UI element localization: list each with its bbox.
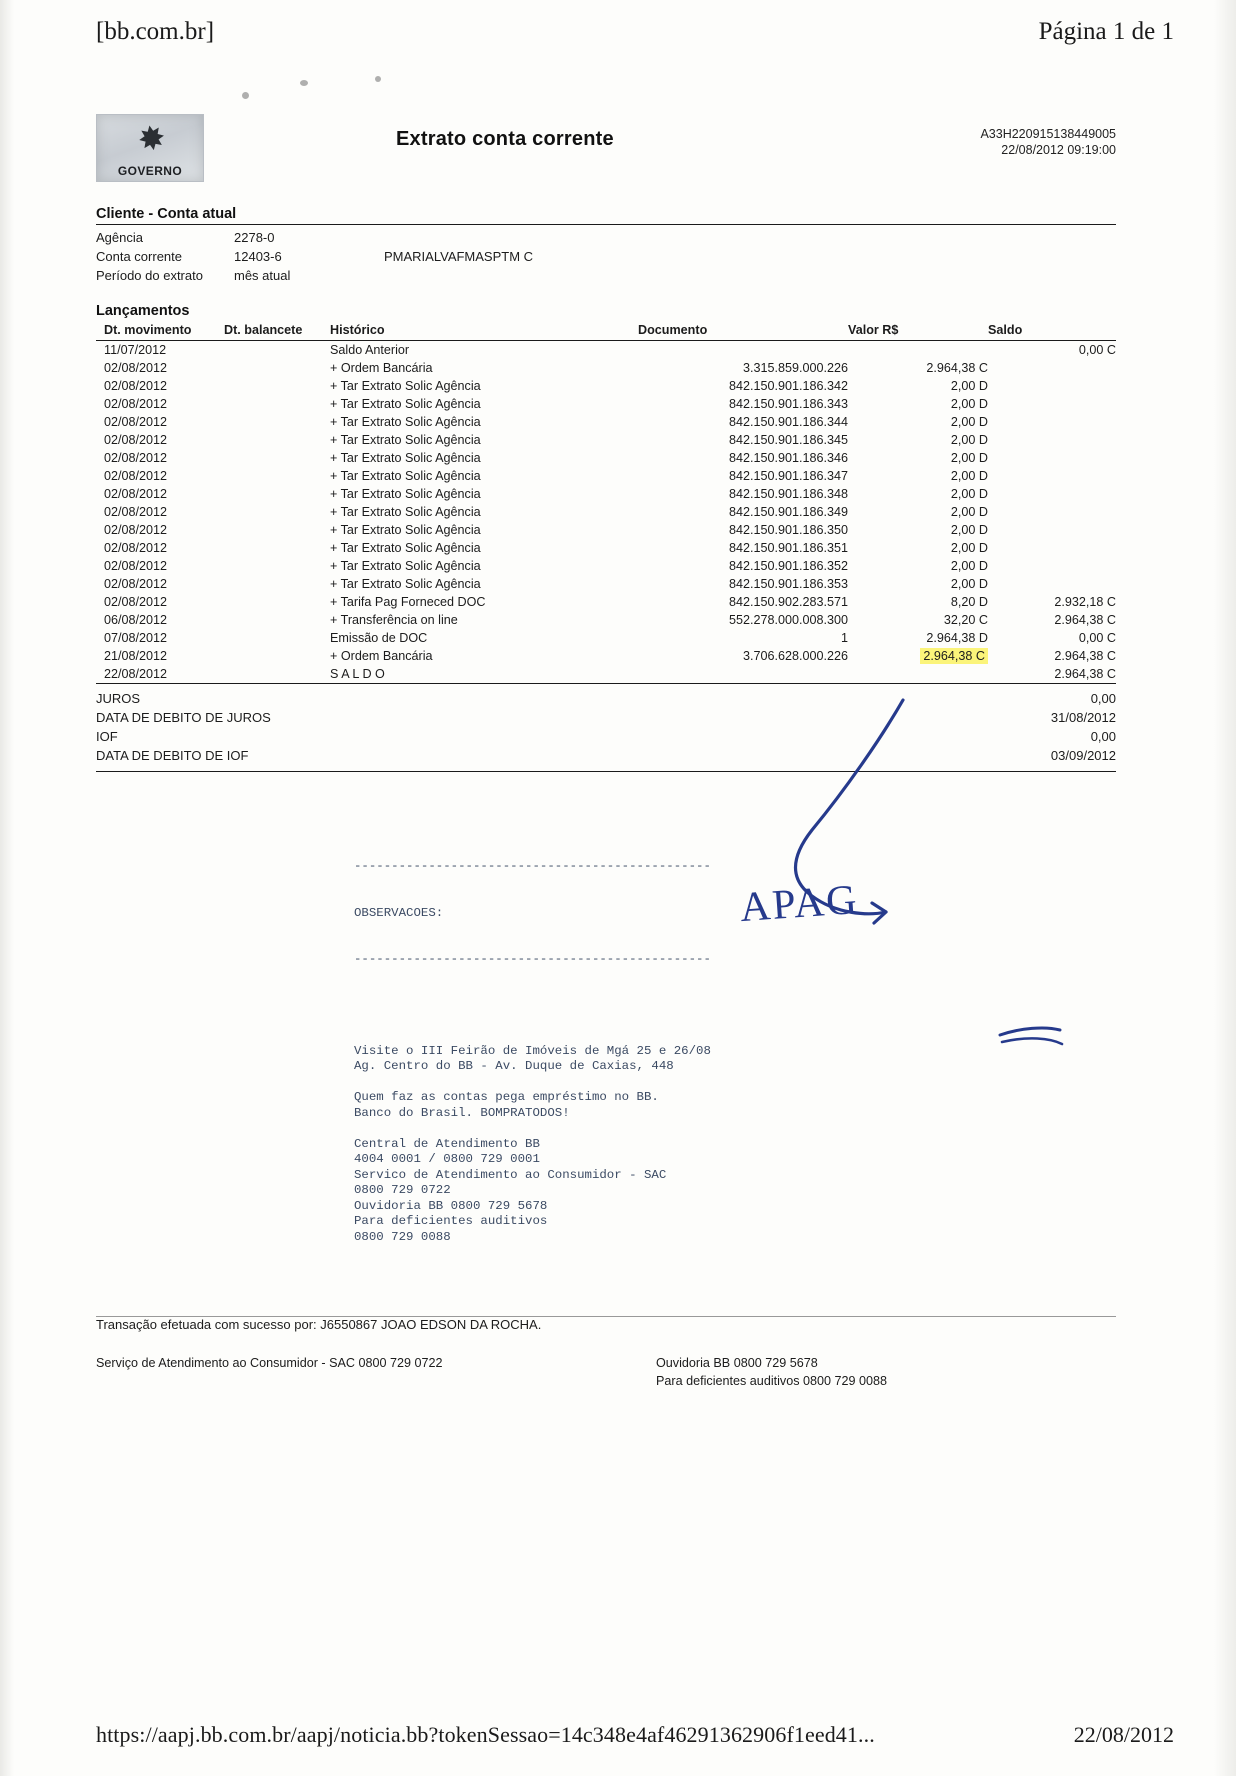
row-documento [638,665,848,683]
row-dt-balancete [224,395,324,413]
totals-value: 03/09/2012 [1050,748,1116,763]
print-footer-date: 22/08/2012 [1073,1722,1174,1747]
row-dt-balancete [224,557,324,575]
document-timestamp: 22/08/2012 09:19:00 [1001,143,1116,157]
row-historico: S A L D O [330,667,385,681]
totals-value: 0,00 [1090,729,1116,744]
row-valor [848,341,988,360]
client-row-label: Período do extrato [96,268,203,283]
client-row [96,266,1116,285]
table-row [96,467,1116,485]
print-header-page: Página 1 de 1 [1038,18,1174,45]
row-dt-balancete [224,467,324,485]
row-dt-movimento: 02/08/2012 [104,415,168,429]
row-documento: 842.150.901.186.345 [728,433,848,447]
logo-label: GOVERNO [117,164,183,178]
client-row-value: mês atual [234,268,291,283]
row-historico: + Tar Extrato Solic Agência [330,541,481,555]
row-historico: + Tar Extrato Solic Agência [330,559,481,573]
observacoes-line: Central de Atendimento BB [354,1136,540,1151]
row-documento: 842.150.901.186.349 [728,505,848,519]
row-dt-balancete [224,539,324,557]
row-historico: + Transferência on line [330,613,458,627]
row-dt-movimento: 21/08/2012 [104,649,168,663]
observacoes-line: Ag. Centro do BB - Av. Duque de Caxias, 448 [354,1059,674,1073]
row-historico: + Tar Extrato Solic Agência [330,415,481,429]
column-header-documento: Documento [638,321,848,341]
totals-value: 31/08/2012 [1050,710,1116,725]
row-valor: 2,00 D [950,451,988,465]
row-valor: 2,00 D [950,415,988,429]
row-historico: + Tar Extrato Solic Agência [330,433,481,447]
row-valor: 2.964,38 D [926,631,988,645]
scan-edge-right [1214,0,1236,1776]
column-header-dt-balancete: Dt. balancete [224,321,324,341]
row-valor: 2,00 D [950,379,988,393]
row-dt-balancete [224,593,324,611]
table-row [96,521,1116,539]
observacoes-blank-line [354,1075,1116,1091]
row-dt-movimento: 22/08/2012 [104,667,168,681]
table-row [96,485,1116,503]
row-documento: 842.150.901.186.353 [728,577,848,591]
observacoes-lines [354,1044,1116,1246]
print-footer-url: https://aapj.bb.com.br/aapj/noticia.bb?tokenSessao=14c348e4af46291362906f1eed41... [96,1722,875,1747]
row-saldo [988,503,1116,521]
row-valor: 8,20 D [950,595,988,609]
row-historico: + Tar Extrato Solic Agência [330,487,481,501]
row-valor: 32,20 C [943,613,988,627]
scan-speck [300,80,308,86]
transactions-body [96,341,1116,684]
client-row-value: 12403-6 [234,249,282,264]
row-valor: 2,00 D [950,505,988,519]
footer-sac-right [656,1354,887,1390]
column-header-saldo: Saldo [988,321,1116,341]
table-row [96,377,1116,395]
client-rows [96,225,1116,285]
observacoes-blank-line [354,1121,1116,1137]
observacoes-divider-bottom: ------------------------------------------------ [354,952,711,966]
row-dt-balancete [224,575,324,593]
observacoes-title: OBSERVACOES: [354,905,444,920]
print-header [96,18,1174,46]
row-dt-movimento: 02/08/2012 [104,397,168,411]
table-row [96,557,1116,575]
row-saldo [988,557,1116,575]
column-header-dt-movimento: Dt. movimento [96,321,224,341]
row-saldo: 0,00 C [1078,343,1116,357]
footer-ouvidoria: Ouvidoria BB 0800 729 5678 [656,1356,818,1370]
table-row [96,503,1116,521]
row-documento: 3.315.859.000.226 [742,361,848,375]
row-dt-balancete [224,629,324,647]
row-documento: 842.150.901.186.350 [728,523,848,537]
table-row [96,395,1116,413]
scan-edge-left [0,0,14,1776]
row-saldo [988,413,1116,431]
row-dt-movimento: 02/08/2012 [104,487,168,501]
table-row [96,359,1116,377]
observacoes-line: Ouvidoria BB 0800 729 5678 [354,1198,548,1213]
row-documento: 1 [840,631,848,645]
row-valor: 2,00 D [950,433,988,447]
totals-rule-top [96,683,1116,684]
row-historico: Saldo Anterior [330,343,410,357]
row-saldo [988,431,1116,449]
totals-value: 0,00 [1090,691,1116,706]
row-dt-balancete [224,377,324,395]
row-historico: + Tar Extrato Solic Agência [330,397,481,411]
row-documento [638,341,848,360]
observacoes-line: 0800 729 0088 [354,1229,451,1244]
row-saldo: 2.964,38 C [1054,649,1116,663]
table-row [96,341,1116,360]
row-documento: 842.150.901.186.344 [728,415,848,429]
row-saldo [988,485,1116,503]
footer-sac-left: Serviço de Atendimento ao Consumidor - SAC 0800 729 0722 [96,1356,443,1370]
row-historico: Emissão de DOC [330,631,428,645]
table-row [96,629,1116,647]
transactions-section-title: Lançamentos [96,303,190,319]
client-row-value: 2278-0 [234,230,275,245]
client-row [96,228,1116,247]
transactions-section [96,303,1116,683]
row-saldo [988,377,1116,395]
bank-logo [96,114,204,182]
observacoes-line: 0800 729 0722 [354,1183,451,1197]
row-historico: + Tar Extrato Solic Agência [330,469,481,483]
table-row [96,665,1116,683]
totals-row [96,708,1116,727]
statement-document [96,112,1116,1390]
row-saldo: 2.964,38 C [1054,667,1116,681]
table-row [96,539,1116,557]
observacoes-block [354,828,1116,1276]
page-title: Extrato conta corrente [396,128,614,150]
footer-deficientes: Para deficientes auditivos 0800 729 0088 [656,1374,888,1388]
row-dt-balancete [224,521,324,539]
table-row [96,593,1116,611]
row-dt-balancete [224,503,324,521]
row-valor [848,665,988,683]
client-section-title: Cliente - Conta atual [96,206,237,222]
totals-row [96,689,1116,708]
row-dt-balancete [224,647,324,665]
footer-contacts [96,1340,1116,1390]
scan-speck [242,92,249,99]
row-historico: + Ordem Bancária [330,649,433,663]
column-header-historico: Histórico [324,321,638,341]
row-dt-movimento: 02/08/2012 [104,505,168,519]
row-dt-balancete [224,359,324,377]
row-documento: 3.706.628.000.226 [742,649,848,663]
row-dt-balancete [224,449,324,467]
totals-section [96,683,1116,772]
transactions-table [96,321,1116,683]
row-dt-movimento: 02/08/2012 [104,595,168,609]
row-documento: 842.150.901.186.347 [728,469,848,483]
row-valor: 2,00 D [950,487,988,501]
observacoes-line: Servico de Atendimento ao Consumidor - SAC [354,1167,667,1182]
row-saldo: 0,00 C [1078,631,1116,645]
row-saldo [988,467,1116,485]
row-valor: 2,00 D [950,559,988,573]
totals-rule-bottom [96,771,1116,772]
observacoes-line: Banco do Brasil. BOMPRATODOS! [354,1105,570,1120]
table-row [96,449,1116,467]
observacoes-line: Quem faz as contas pega empréstimo no BB. [354,1090,659,1104]
table-row [96,413,1116,431]
row-saldo [988,575,1116,593]
row-documento: 842.150.901.186.346 [728,451,848,465]
row-dt-movimento: 02/08/2012 [104,469,168,483]
observacoes-divider-top: ------------------------------------------------ [354,859,711,873]
row-documento: 842.150.901.186.348 [728,487,848,501]
row-historico: + Tarifa Pag Forneced DOC [330,595,486,609]
row-dt-movimento: 02/08/2012 [104,361,168,375]
row-dt-movimento: 02/08/2012 [104,577,168,591]
observacoes-line: Para deficientes auditivos [354,1214,548,1228]
client-row [96,247,1116,266]
row-historico: + Ordem Bancária [330,361,433,375]
observacoes-line: Visite o III Feirão de Imóveis de Mgá 25 e 26/08 [354,1043,711,1058]
row-dt-movimento: 06/08/2012 [104,613,168,627]
row-documento: 552.278.000.008.300 [728,613,848,627]
totals-label: JUROS [96,691,141,706]
row-valor: 2,00 D [950,397,988,411]
row-dt-movimento: 02/08/2012 [104,541,168,555]
row-saldo [988,521,1116,539]
row-saldo [988,539,1116,557]
table-row [96,611,1116,629]
document-id: A33H220915138449005 [980,127,1116,141]
document-header [96,112,1116,190]
row-dt-balancete [224,485,324,503]
row-dt-balancete [224,413,324,431]
row-valor: 2,00 D [950,469,988,483]
row-dt-balancete [224,665,324,683]
row-valor: 2.964,38 C [926,361,988,375]
row-saldo [988,395,1116,413]
row-dt-movimento: 02/08/2012 [104,559,168,573]
totals-row [96,727,1116,746]
row-dt-balancete [224,341,324,360]
row-dt-movimento: 07/08/2012 [104,631,168,645]
row-dt-movimento: 02/08/2012 [104,451,168,465]
row-saldo: 2.964,38 C [1054,613,1116,627]
client-section [96,206,1116,285]
row-valor: 2,00 D [950,577,988,591]
table-row [96,431,1116,449]
totals-label: DATA DE DEBITO DE JUROS [96,710,271,725]
client-row-label: Agência [96,230,143,245]
footer-section [96,1316,1116,1390]
row-documento: 842.150.901.186.343 [728,397,848,411]
totals-label: IOF [96,729,118,744]
row-saldo [988,449,1116,467]
row-dt-movimento: 02/08/2012 [104,379,168,393]
row-dt-movimento: 02/08/2012 [104,523,168,537]
client-row-label: Conta corrente [96,249,182,264]
row-documento: 842.150.901.186.352 [728,559,848,573]
annotation-text: APAG [738,876,860,932]
row-documento: 842.150.902.283.571 [728,595,848,609]
row-historico: + Tar Extrato Solic Agência [330,523,481,537]
row-dt-movimento: 11/07/2012 [104,343,167,357]
observacoes-line: 4004 0001 / 0800 729 0001 [354,1152,540,1166]
row-dt-movimento: 02/08/2012 [104,433,168,447]
bb-logo-icon: ✸ [136,121,164,158]
totals-label: DATA DE DEBITO DE IOF [96,748,249,763]
print-footer [96,1722,1174,1748]
row-dt-balancete [224,431,324,449]
totals-row [96,746,1116,765]
document-meta [980,126,1116,158]
row-valor [848,647,988,665]
highlighted-value: 2.964,38 C [920,648,988,664]
row-historico: + Tar Extrato Solic Agência [330,379,481,393]
row-saldo: 2.932,18 C [1054,595,1116,609]
row-historico: + Tar Extrato Solic Agência [330,505,481,519]
table-row [96,575,1116,593]
client-row-extra: PMARIALVAFMASPTM C [384,249,534,264]
row-valor: 2,00 D [950,523,988,537]
table-header-row [96,321,1116,341]
row-documento: 842.150.901.186.351 [728,541,848,555]
row-dt-balancete [224,611,324,629]
table-row [96,647,1116,665]
scan-speck [375,76,381,82]
print-header-site: [bb.com.br] [96,18,215,45]
row-saldo [988,359,1116,377]
row-historico: + Tar Extrato Solic Agência [330,451,481,465]
row-valor: 2,00 D [950,541,988,555]
row-documento: 842.150.901.186.342 [728,379,848,393]
transaction-success-note: Transação efetuada com sucesso por: J6550867 JOAO EDSON DA ROCHA. [96,1317,542,1332]
column-header-valor: Valor R$ [848,321,988,341]
row-historico: + Tar Extrato Solic Agência [330,577,481,591]
